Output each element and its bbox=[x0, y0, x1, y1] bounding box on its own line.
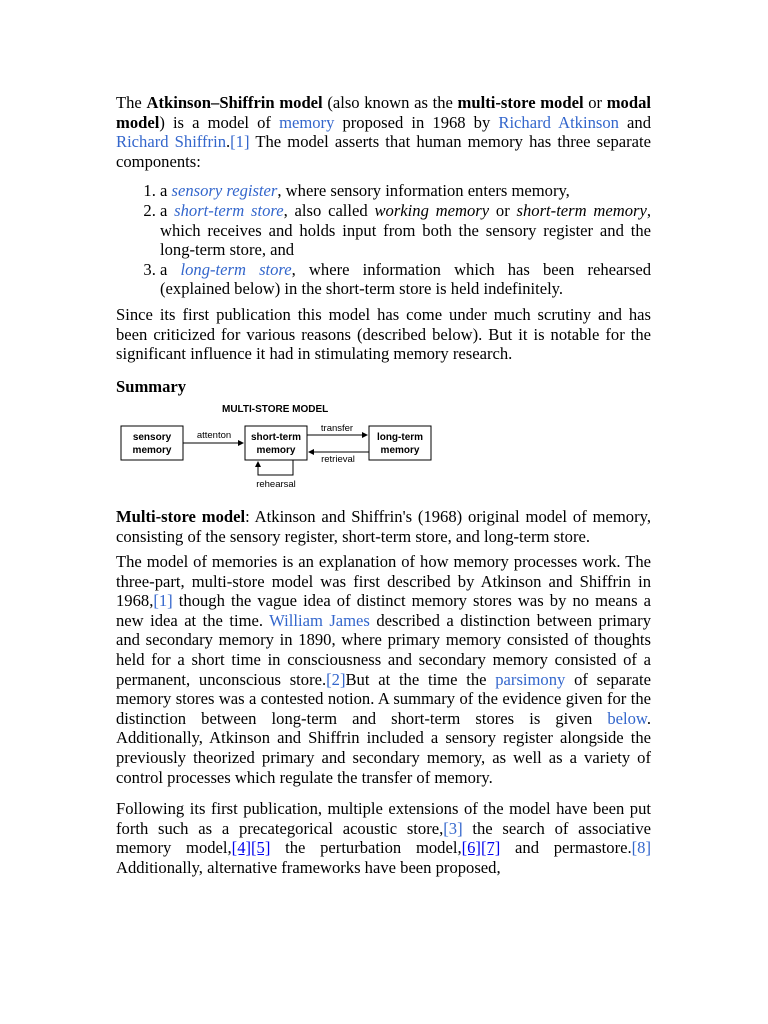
box-label: memory bbox=[132, 445, 172, 457]
list-item-prefix: a bbox=[160, 200, 175, 220]
model-name-bold: Atkinson–Shiffrin model bbox=[146, 93, 323, 112]
list-item-text: , where information which has been rehearsed (explained below) in the short-term store is held indefinitely. bbox=[160, 259, 652, 299]
history-paragraph bbox=[116, 552, 651, 787]
list-item bbox=[160, 260, 651, 299]
intro-text: ) is a model of bbox=[159, 112, 280, 132]
paragraph-text: But at the time the bbox=[345, 669, 496, 689]
paragraph-text: and permastore. bbox=[500, 838, 632, 858]
diagram-title: MULTI-STORE MODEL bbox=[222, 404, 329, 416]
parsimony-link[interactable]: parsimony bbox=[495, 669, 566, 689]
citation-link-3[interactable]: [3] bbox=[443, 818, 463, 838]
citation-link-2[interactable]: [2] bbox=[326, 669, 346, 689]
list-item-text: , also called bbox=[283, 200, 375, 220]
list-item bbox=[160, 201, 651, 260]
retrieval-label: retrieval bbox=[321, 454, 355, 466]
components-list bbox=[116, 181, 651, 299]
list-item-prefix: a bbox=[160, 181, 172, 201]
paragraph-text: Additionally, alternative frameworks have been proposed, bbox=[116, 858, 501, 877]
summary-heading: Summary bbox=[116, 376, 187, 396]
paragraph-text: The model of memories is an explanation of how memory processes work. The three-part, multi-store model was first described by Atkinson and Shiffrin in 1968, bbox=[116, 552, 651, 611]
citation-link-1[interactable]: [1] bbox=[153, 591, 173, 611]
william-james-link[interactable]: William James bbox=[269, 610, 370, 630]
caption-text: : Atkinson and Shiffrin's (1968) original model of memory, consisting of the sensory register, short-term store, and long-term store. bbox=[116, 506, 651, 546]
richard-atkinson-link[interactable]: Richard Atkinson bbox=[498, 112, 619, 132]
modal-model-bold: modal model bbox=[116, 93, 651, 132]
paragraph-text: though the vague idea of distinct memory stores was by no means a new idea at the time. bbox=[116, 591, 651, 630]
multi-store-bold: multi-store model bbox=[457, 93, 584, 112]
intro-text: The bbox=[116, 93, 147, 112]
attention-label: attenton bbox=[196, 430, 232, 442]
rehearsal-loop-arrow bbox=[258, 460, 293, 475]
list-item-text: , which receives and holds input from both the sensory register and the long-term store, and bbox=[160, 200, 652, 260]
intro-paragraph bbox=[116, 93, 651, 171]
box-label: long-term bbox=[376, 432, 424, 444]
intro-text: or bbox=[583, 93, 607, 112]
intro-text: proposed in 1968 by bbox=[334, 112, 499, 132]
extensions-paragraph bbox=[116, 799, 651, 877]
scrutiny-paragraph: Since its first publication this model has come under much scrutiny and has been criticized for various reasons (described below). But it is notable for the significant influence it had in stimulating memory research. bbox=[116, 304, 651, 364]
box-label: sensory bbox=[132, 432, 172, 444]
paragraph-text: of separate memory stores was a contested notion. A summary of the evidence given for the distinction between long-term and short-term stores is given bbox=[116, 669, 651, 728]
paragraph-text: the perturbation model, bbox=[270, 838, 462, 858]
paragraph-text: . Additionally, Atkinson and Shiffrin included a sensory register alongside the previously theorized primary and secondary memory, as well as a variety of control processes which regulate the transfer of memory. bbox=[116, 708, 651, 787]
intro-text: . bbox=[226, 132, 231, 152]
citation-link-4-5[interactable]: [4][5] bbox=[231, 838, 271, 858]
citation-link-8[interactable]: [8] bbox=[631, 838, 651, 858]
memory-link[interactable]: memory bbox=[279, 112, 335, 132]
rehearsal-label: rehearsal bbox=[256, 479, 296, 491]
short-term-store-link[interactable]: short-term store bbox=[174, 200, 284, 220]
below-link[interactable]: below bbox=[607, 708, 647, 728]
diagram-svg bbox=[118, 402, 438, 492]
list-item-prefix: a bbox=[160, 259, 181, 279]
list-item-text: or bbox=[489, 200, 517, 220]
richard-shiffrin-link[interactable]: Richard Shiffrin bbox=[116, 132, 226, 152]
document-body bbox=[116, 93, 651, 878]
citation-link-1[interactable]: [1] bbox=[230, 132, 250, 152]
working-memory-italic: working memory bbox=[374, 200, 490, 220]
list-item bbox=[160, 181, 651, 201]
citation-link-6-7[interactable]: [6][7] bbox=[461, 838, 501, 858]
transfer-label: transfer bbox=[320, 423, 354, 435]
intro-text: The model asserts that human memory has three separate components: bbox=[116, 132, 652, 171]
box-label: short-term bbox=[250, 432, 302, 444]
paragraph-text: the search of associative memory model, bbox=[116, 818, 651, 858]
diagram-caption bbox=[116, 507, 651, 546]
paragraph-text: Following its first publication, multiple extensions of the model have been put forth such as a precategorical acoustic store, bbox=[116, 799, 651, 838]
box-label: memory bbox=[256, 445, 296, 457]
paragraph-text: described a distinction between primary and secondary memory in 1890, where primary memory consisted of thoughts held for a short time in consciousness and secondary memory consisted of a permanent, unconscious store. bbox=[116, 610, 651, 689]
list-item-text: , where sensory information enters memory, bbox=[277, 181, 570, 201]
intro-text: and bbox=[618, 112, 651, 132]
caption-bold: Multi-store model bbox=[116, 506, 246, 526]
short-term-memory-italic: short-term memory bbox=[516, 200, 647, 220]
long-term-store-link[interactable]: long-term store bbox=[180, 259, 292, 279]
sensory-register-link[interactable]: sensory register bbox=[171, 181, 278, 201]
box-label: memory bbox=[380, 445, 420, 457]
multi-store-diagram bbox=[118, 402, 651, 497]
intro-text: (also known as the bbox=[322, 93, 458, 112]
